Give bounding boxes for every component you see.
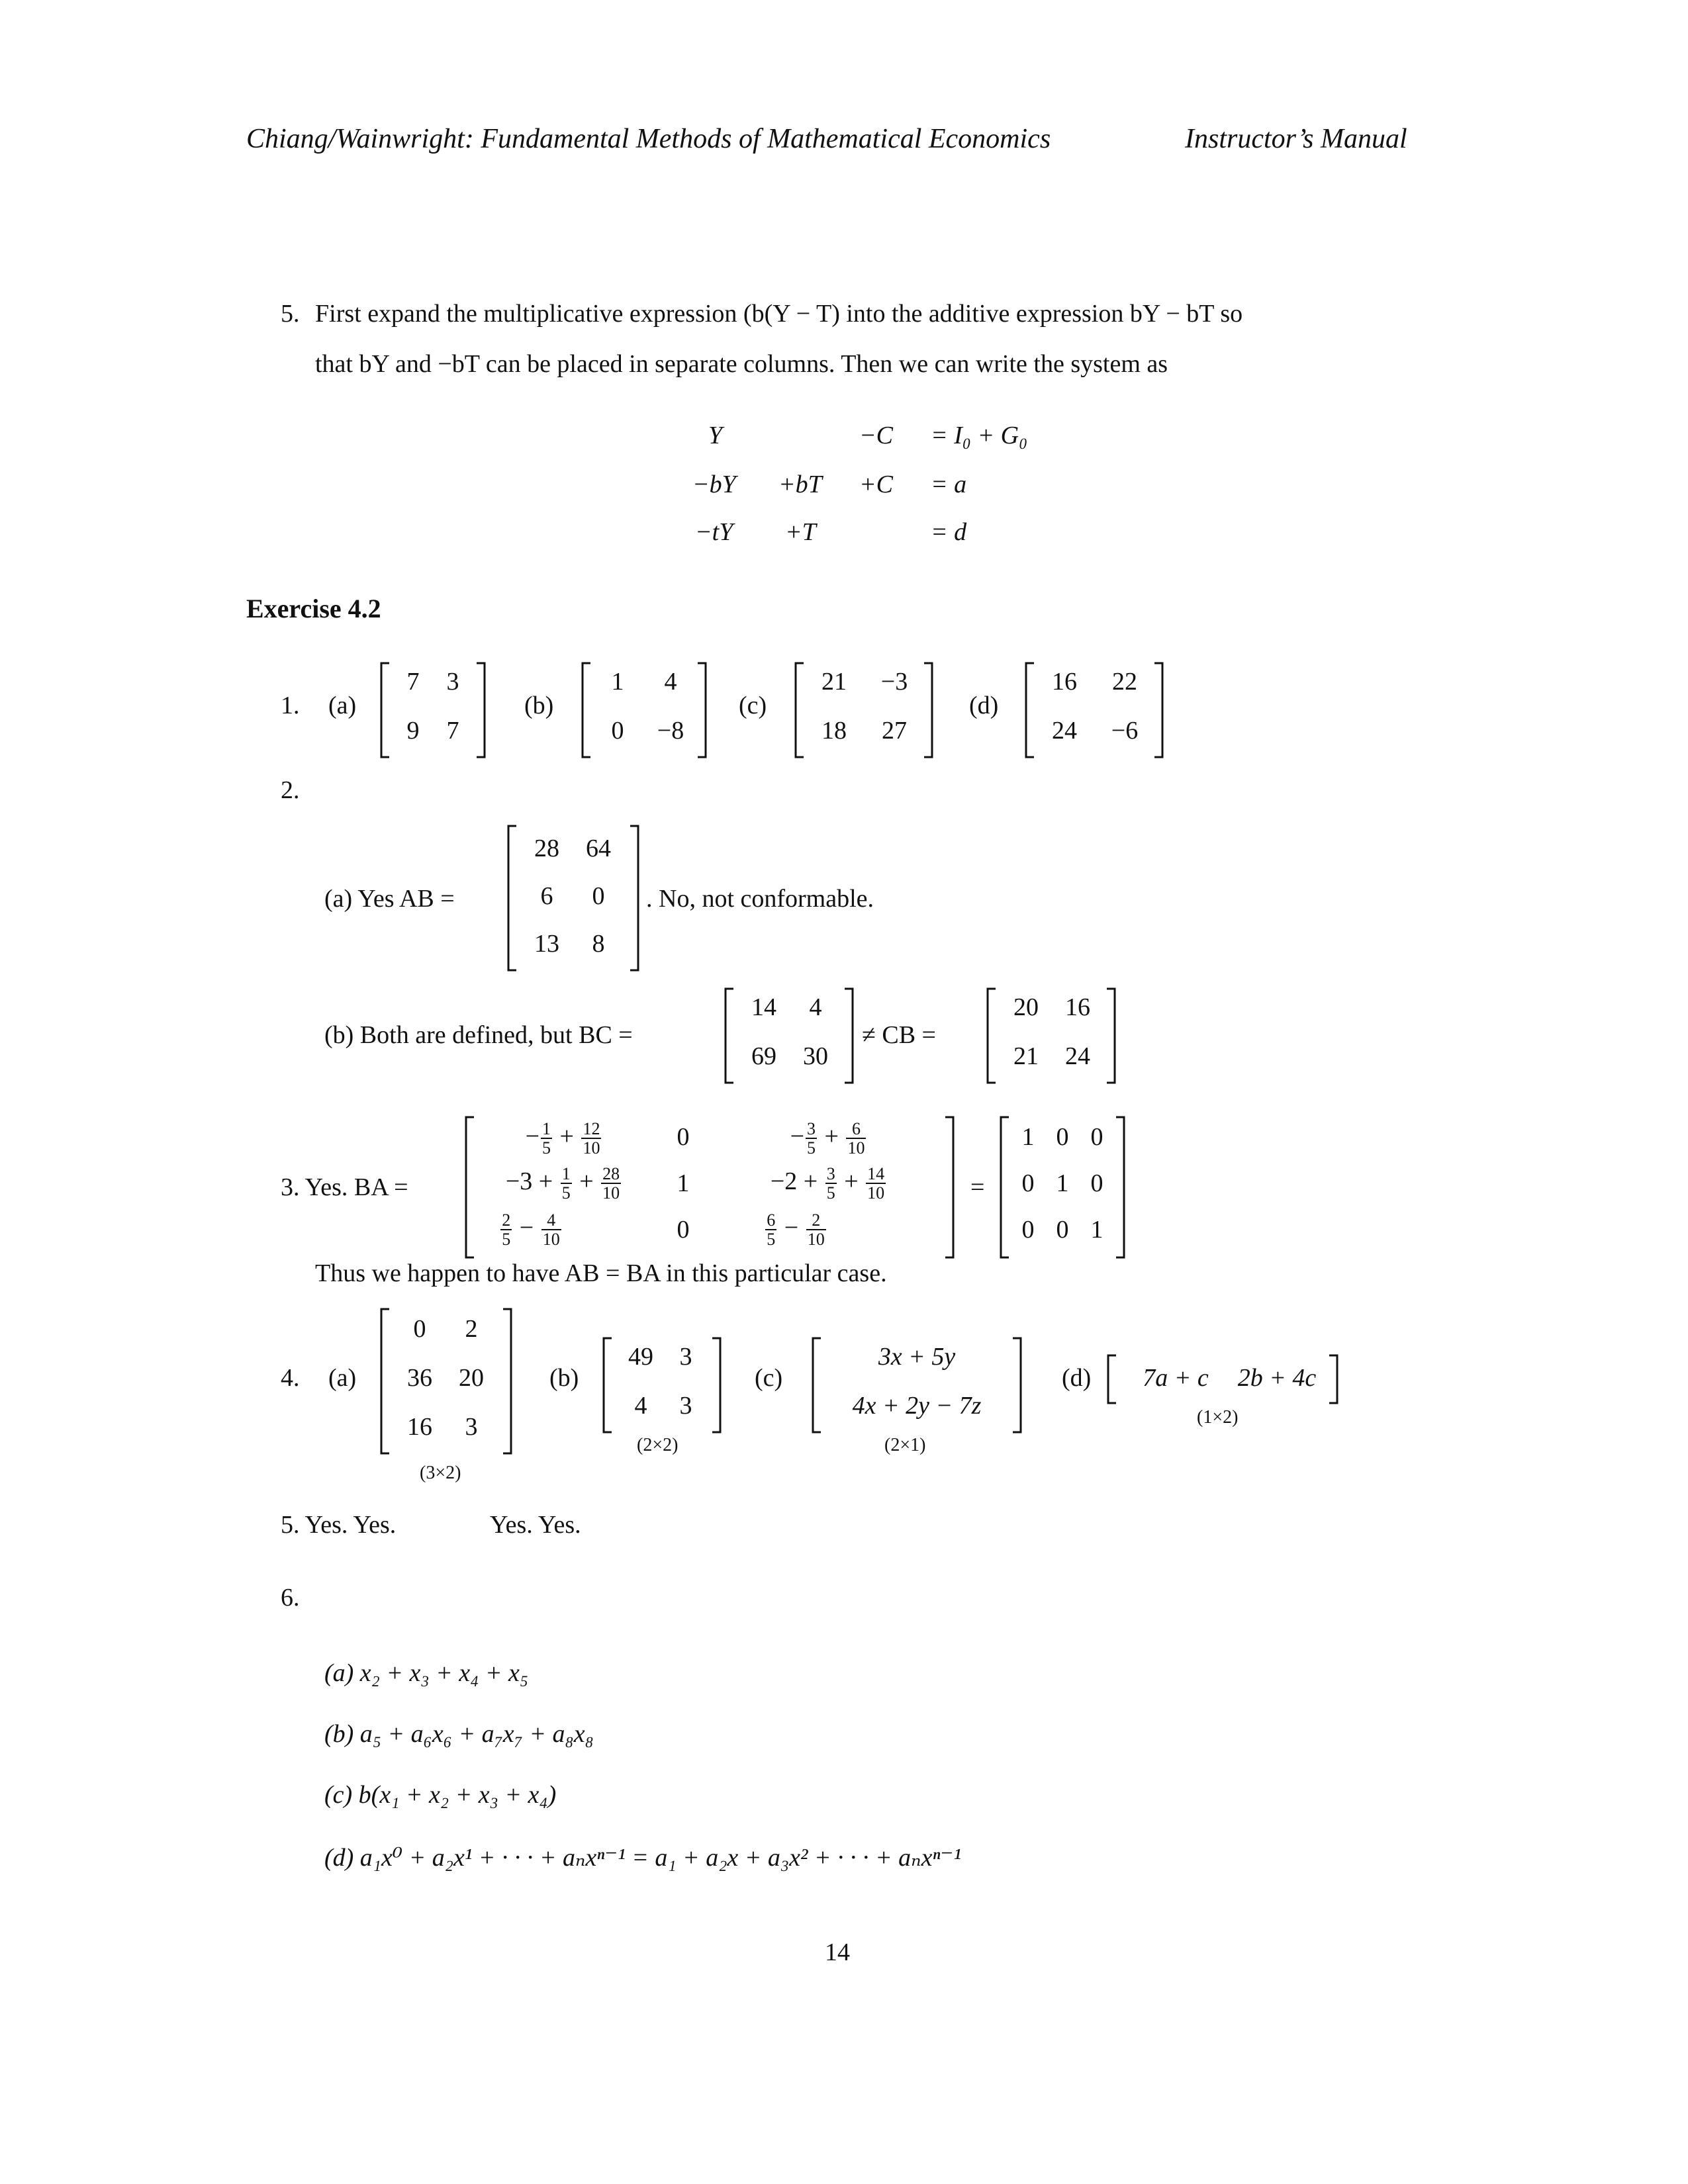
q3-r3c3-frac2: [806, 1211, 826, 1249]
q2a-r3c1: 13: [534, 930, 559, 958]
q4a-r1c2: 2: [465, 1315, 478, 1343]
q3-r3c2: 0: [677, 1216, 690, 1244]
q1c-r2c2: 27: [882, 717, 907, 745]
q4-number: 4.: [281, 1364, 300, 1392]
q1c-label: (c): [739, 692, 767, 719]
q2b-matrix-bc: [724, 986, 854, 1085]
q4c-r1: 3x + 5y: [878, 1343, 956, 1371]
q6d: (d) a₁x⁰ + a₂x¹ + · · · + aₙxⁿ⁻¹ = a₁ + a₂x + a₃x² + · · · + aₙxⁿ⁻¹: [324, 1844, 961, 1872]
q3-r3c3-f1-den: 5: [767, 1230, 776, 1250]
problem5-number: 5.: [281, 300, 300, 328]
q3-r1c1-f1-den: 5: [542, 1138, 551, 1158]
q3-r2c1: [478, 1165, 650, 1203]
q3-r2c3-frac1: [825, 1165, 837, 1203]
problem5-line1: First expand the multiplicative expression (b(Y − T) into the additive expression bY − bT so: [315, 300, 1243, 328]
q4b-r2c2: 3: [679, 1392, 692, 1420]
q6a: (a) x₂ + x₃ + x₄ + x₅: [324, 1659, 529, 1687]
q3-prefix: 3. Yes. BA =: [281, 1173, 408, 1201]
sys-r2-c3: +C: [859, 471, 893, 498]
q3-r1c3-f1-num: 3: [807, 1119, 816, 1138]
sys-r3-c1: −tY: [695, 518, 733, 546]
q1d-matrix: [1025, 660, 1164, 760]
q6b: (b) a₅ + a₆x₆ + a₇x₇ + a₈x₈: [324, 1720, 594, 1748]
q3-r1c1-frac2: [581, 1120, 601, 1158]
problem5-line2: that bY and −bT can be placed in separate columns. Then we can write the system as: [315, 350, 1168, 378]
q6-number: 6.: [281, 1584, 300, 1612]
q2-number: 2.: [281, 776, 300, 804]
q1b-r1c2: 4: [664, 668, 677, 696]
sys-r2-c1: −bY: [692, 471, 736, 498]
q3-r2c3-f1-num: 3: [826, 1164, 835, 1183]
q3-r3c3-f1-num: 6: [767, 1210, 776, 1230]
q1a-r1c1: 7: [406, 668, 420, 696]
q2a-prefix: (a) Yes AB =: [324, 885, 455, 913]
q1d-label: (d): [969, 692, 999, 719]
q5-text1: 5. Yes. Yes.: [281, 1511, 397, 1539]
q4b-label: (b): [549, 1364, 579, 1392]
q3-r1c3-f2-den: 10: [847, 1138, 865, 1158]
q3-r3c1: [478, 1211, 584, 1249]
q3-ba-matrix: [465, 1115, 955, 1260]
q3-r2c1-lead: −3 +: [505, 1167, 553, 1196]
q4b-dim: (2×2): [637, 1435, 679, 1455]
q3-r2c3: [729, 1165, 928, 1203]
q2b-cb-r2c2: 24: [1065, 1042, 1090, 1070]
sys-r2-c4: = a: [931, 471, 967, 498]
q3-r3c1-frac2: [541, 1211, 561, 1249]
q3-r2c1-f2-den: 10: [602, 1183, 620, 1203]
q3-id-r3c3: 1: [1090, 1216, 1103, 1244]
q1a-label: (a): [328, 692, 357, 719]
sys-r1-c3: −C: [859, 422, 893, 449]
q2a-r2c1: 6: [540, 882, 553, 910]
q3-r2c1-f2-num: 28: [602, 1164, 620, 1183]
q2a-r1c2: 64: [586, 835, 611, 862]
q2b-cb-r1c1: 20: [1013, 993, 1039, 1021]
q3-r2c3-f1-den: 5: [826, 1183, 835, 1203]
sys-r1-c4: = I₀ + G₀: [931, 422, 1028, 449]
q3-r1c3-sign: −: [790, 1122, 804, 1151]
q3-r3c3-op: −: [784, 1214, 799, 1242]
q4d-dim: (1×2): [1197, 1407, 1239, 1428]
q3-r3c3: [729, 1211, 862, 1249]
q3-r2c1-frac1: [561, 1165, 572, 1203]
q3-equals: =: [970, 1173, 985, 1201]
q1a-matrix: [380, 660, 486, 760]
q4b-matrix: [602, 1336, 722, 1435]
q3-id-r3c2: 0: [1056, 1216, 1069, 1244]
q3-r3c3-f2-den: 10: [807, 1230, 825, 1250]
q3-r1c1-f2-den: 10: [583, 1138, 600, 1158]
header-left: Chiang/Wainwright: Fundamental Methods of Mathematical Economics: [246, 124, 1051, 154]
q1c-r1c2: −3: [880, 668, 908, 696]
q4a-r3c1: 16: [407, 1413, 432, 1441]
q3-r2c3-op: +: [844, 1167, 859, 1196]
q1c-matrix: [794, 660, 933, 760]
q3-r3c1-op: −: [519, 1214, 534, 1242]
exercise-title: Exercise 4.2: [246, 594, 381, 623]
q1d-r2c2: −6: [1111, 717, 1139, 745]
q1c-r2c1: 18: [821, 717, 847, 745]
q1a-r1c2: 3: [446, 668, 459, 696]
q1a-r2c1: 9: [406, 717, 420, 745]
q3-r2c3-lead: −2 +: [770, 1167, 818, 1196]
q1d-r1c1: 16: [1052, 668, 1077, 696]
q1d-r1c2: 22: [1112, 668, 1137, 696]
q1a-r2c2: 7: [446, 717, 459, 745]
q4a-label: (a): [328, 1364, 357, 1392]
q3-r1c2: 0: [677, 1123, 690, 1151]
q3-conclusion: Thus we happen to have AB = BA in this particular case.: [315, 1259, 887, 1287]
q3-r1c1-sign: −: [525, 1122, 539, 1151]
q3-r2c1-op: +: [579, 1167, 594, 1196]
q2a-matrix: [507, 823, 639, 973]
q3-r3c3-frac1: [765, 1211, 776, 1249]
q2b-bc-r1c1: 14: [751, 993, 776, 1021]
q3-r1c3-f2-num: 6: [846, 1120, 866, 1139]
q2a-r3c2: 8: [592, 930, 605, 958]
sys-r2-c2: +bT: [778, 471, 822, 498]
q4a-r3c2: 3: [465, 1413, 478, 1441]
q3-r3c1-f1-den: 5: [502, 1230, 511, 1250]
q1c-r1c1: 21: [821, 668, 847, 696]
q1b-label: (b): [524, 692, 554, 719]
q3-r2c3-f2-den: 10: [867, 1183, 885, 1203]
q4c-matrix: [812, 1336, 1022, 1435]
q2b-bc-r2c2: 30: [803, 1042, 828, 1070]
q3-identity-matrix: [1000, 1115, 1125, 1260]
q2b-neq: ≠ CB =: [862, 1021, 936, 1049]
q1b-matrix: [581, 660, 707, 760]
q4b-r1c1: 49: [628, 1343, 653, 1371]
header-right: Instructor’s Manual: [1185, 124, 1407, 154]
q3-r3c1-f2-den: 10: [542, 1230, 560, 1250]
q3-r3c1-f2-num: 4: [541, 1211, 561, 1230]
q3-r3c1-f1-num: 2: [502, 1210, 511, 1230]
q4a-dim: (3×2): [420, 1463, 461, 1483]
q3-r2c2: 1: [677, 1169, 690, 1197]
q2b-prefix: (b) Both are defined, but BC =: [324, 1021, 633, 1049]
q3-r2c1-f1-num: 1: [561, 1164, 571, 1183]
q1b-r2c2: −8: [657, 717, 684, 745]
page-number: 14: [825, 1938, 850, 1966]
q2b-cb-r1c2: 16: [1065, 993, 1090, 1021]
q4c-r2: 4x + 2y − 7z: [852, 1392, 982, 1420]
q3-id-r1c1: 1: [1021, 1123, 1035, 1151]
q4a-r2c2: 20: [459, 1364, 484, 1392]
q1b-r2c1: 0: [611, 717, 624, 745]
q3-r3c1-frac1: [500, 1211, 512, 1249]
q4a-matrix: [380, 1306, 512, 1456]
q2b-matrix-cb: [986, 986, 1116, 1085]
q3-r1c3-frac2: [846, 1120, 866, 1158]
q6c: (c) b(x₁ + x₂ + x₃ + x₄): [324, 1781, 557, 1809]
q4b-r1c2: 3: [679, 1343, 692, 1371]
q3-r1c3-frac1: [806, 1120, 817, 1158]
q3-r1c3-f1-den: 5: [807, 1138, 816, 1158]
q3-r1c1-f2-num: 12: [583, 1119, 600, 1138]
q2b-bc-r1c2: 4: [809, 993, 822, 1021]
q3-r2c3-f2-num: 14: [867, 1164, 885, 1183]
q3-id-r1c3: 0: [1090, 1123, 1103, 1151]
sys-r1-c1: Y: [708, 422, 723, 449]
q2a-suffix: . No, not conformable.: [646, 885, 874, 913]
q1d-r2c1: 24: [1052, 717, 1077, 745]
q4c-label: (c): [755, 1364, 783, 1392]
q3-id-r2c1: 0: [1021, 1169, 1035, 1197]
q3-id-r1c2: 0: [1056, 1123, 1069, 1151]
q4d-c1: 7a + c: [1143, 1364, 1209, 1392]
q3-r1c1-frac1: [541, 1120, 552, 1158]
q3-id-r2c2: 1: [1056, 1169, 1069, 1197]
q3-r2c1-frac2: [601, 1165, 621, 1203]
q4d-matrix: [1107, 1353, 1338, 1406]
q3-r3c3-f2-num: 2: [806, 1211, 826, 1230]
q3-id-r2c3: 0: [1090, 1169, 1103, 1197]
q2b-cb-r2c1: 21: [1013, 1042, 1039, 1070]
q3-r2c3-frac2: [866, 1165, 886, 1203]
q3-r1c1-f1-num: 1: [542, 1119, 551, 1138]
q4a-r1c1: 0: [413, 1315, 426, 1343]
q3-r1c1-op: +: [559, 1122, 574, 1151]
q3-r1c3-op: +: [824, 1122, 839, 1151]
q3-r1c3: [729, 1120, 928, 1158]
q3-r2c1-f1-den: 5: [561, 1183, 571, 1203]
q5-text2: Yes. Yes.: [490, 1511, 581, 1539]
q4b-r2c1: 4: [634, 1392, 647, 1420]
q4a-r2c1: 36: [407, 1364, 432, 1392]
q4d-label: (d): [1062, 1364, 1092, 1392]
q1b-r1c1: 1: [611, 668, 624, 696]
q1-number: 1.: [281, 692, 300, 719]
q2a-r2c2: 0: [592, 882, 605, 910]
q4c-dim: (2×1): [884, 1435, 926, 1455]
q4d-c2: 2b + 4c: [1237, 1364, 1317, 1392]
q3-id-r3c1: 0: [1021, 1216, 1035, 1244]
q2a-r1c1: 28: [534, 835, 559, 862]
q3-r1c1: [478, 1120, 650, 1158]
sys-r3-c4: = d: [931, 518, 967, 546]
sys-r3-c2: +T: [785, 518, 816, 546]
q2b-bc-r2c1: 69: [751, 1042, 776, 1070]
